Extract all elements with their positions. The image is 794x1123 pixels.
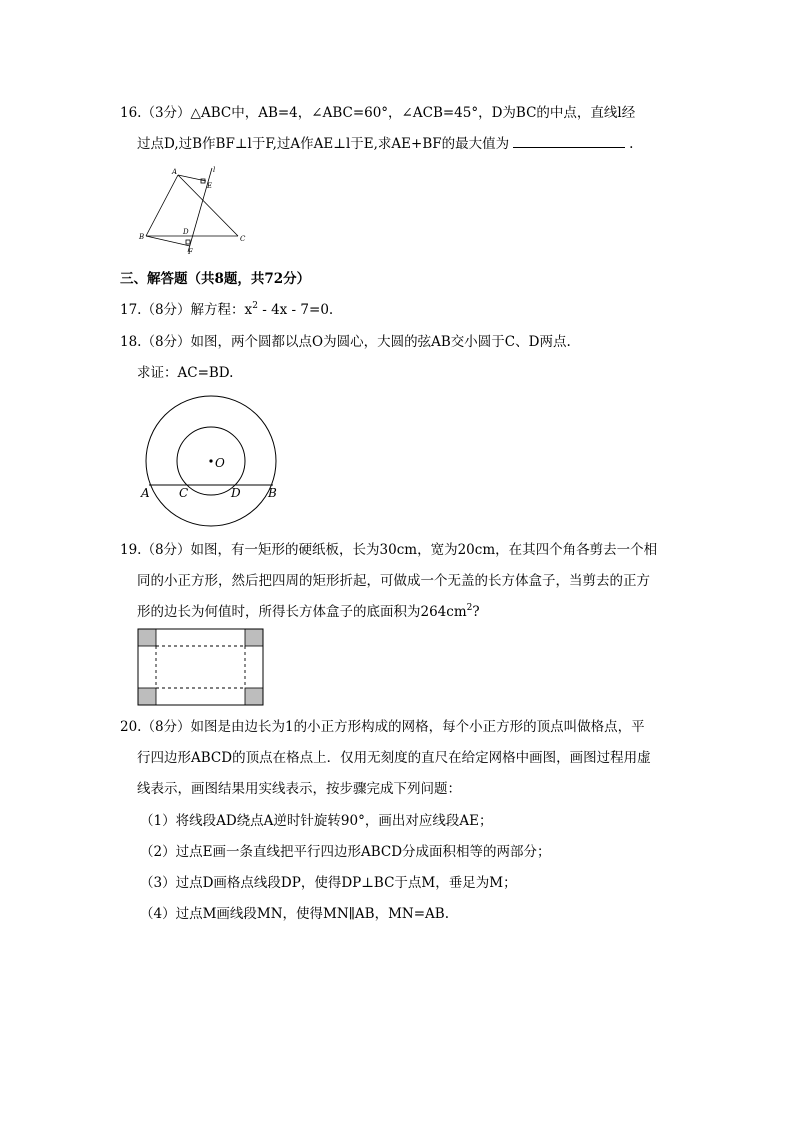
q17-sup: 2 [252, 301, 258, 311]
q16-end: . [629, 136, 634, 152]
corner-square-tl [138, 629, 156, 646]
q19-line3-text: 形的边长为何值时，所得长方体盒子的底面积为264cm [137, 604, 467, 620]
q20-sub1: （1）将线段AD绕点A逆时针旋转90°，画出对应线段AE； [140, 813, 493, 829]
section-heading: 三、解答题（共8题，共72分） [120, 271, 311, 287]
q19-line2: 同的小正方形，然后把四周的矩形折起，可做成一个无盖的长方体盒子，当剪去的正方 [137, 573, 650, 589]
label-c: C [179, 486, 189, 500]
q20-sub3: （3）过点D画格点线段DP，使得DP⊥BC于点M，垂足为M； [140, 875, 517, 891]
q20-line2: 行四边形ABCD的顶点在格点上．仅用无刻度的直尺在给定网格中画图，画图过程用虚 [137, 750, 651, 766]
q18-line2: 求证：AC=BD. [137, 365, 234, 381]
corner-square-br [245, 688, 263, 705]
label-f: F [188, 248, 193, 256]
q17-post: - 4x - 7=0. [257, 302, 334, 318]
label-o: O [215, 456, 225, 470]
q16-line2-text: 过点D,过B作BF⊥l于F,过A作AE⊥l于E,求AE+BF的最大值为 [137, 136, 510, 152]
q17-pre: 17.（8分）解方程：x [120, 302, 253, 318]
q16-line1: 16.（3分）△ABC中，AB=4，∠ABC=60°，∠ACB=45°，D为BC的中点，直线l经 [120, 105, 636, 121]
corner-square-bl [138, 688, 156, 705]
q19-sup: 2 [466, 603, 473, 613]
q19-line3-end: ? [472, 604, 480, 620]
q20-line3: 线表示，画图结果用实线表示，按步骤完成下列问题： [137, 781, 461, 797]
label-e: E [207, 182, 213, 190]
q20-sub2: （2）过点E画一条直线把平行四边形ABCD分成面积相等的两部分； [140, 844, 551, 860]
label-b: B [268, 486, 277, 500]
label-b: B [139, 233, 145, 241]
label-a: A [172, 168, 178, 176]
label-d: D [183, 228, 189, 236]
label-l: l [213, 166, 216, 174]
label-d: D [231, 486, 241, 500]
label-c: C [240, 235, 246, 243]
q20-sub4: （4）过点M画线段MN，使得MN∥AB，MN=AB. [140, 906, 449, 922]
cardboard-outline [138, 629, 263, 705]
q20-line1: 20.（8分）如图是由边长为1的小正方形构成的网格，每个小正方形的顶点叫做格点，平 [120, 719, 645, 735]
label-a: A [141, 486, 150, 500]
q19-line1: 19.（8分）如图，有一矩形的硬纸板，长为30cm，宽为20cm，在其四个角各剪去一个相 [120, 542, 658, 558]
corner-square-tr [245, 629, 263, 646]
q18-line1: 18.（8分）如图，两个圆都以点O为圆心，大圆的弦AB交小圆于C、D两点. [120, 334, 571, 350]
